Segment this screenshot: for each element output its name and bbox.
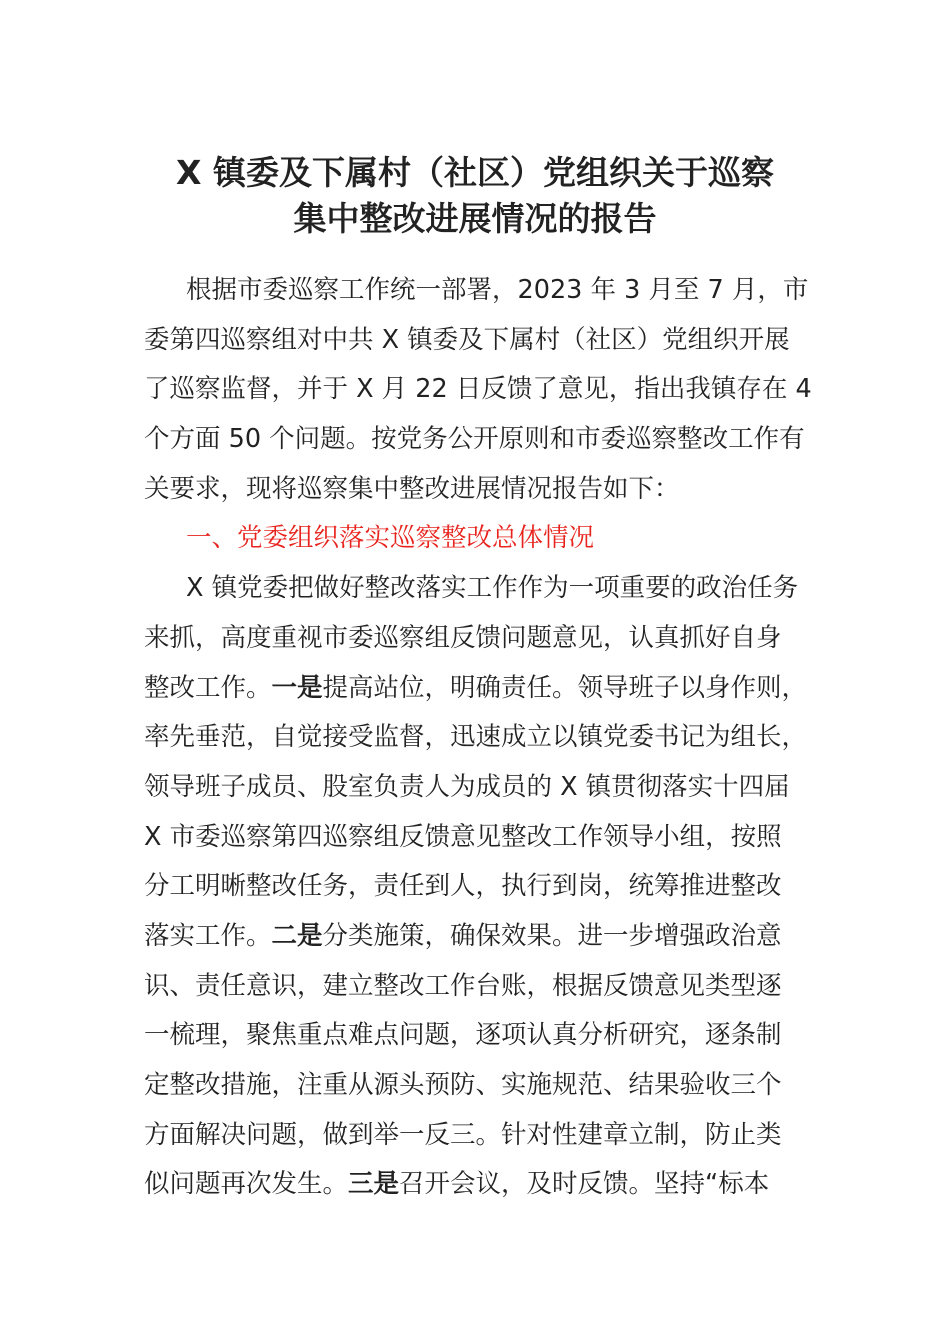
paragraph2-line-4: 率先垂范，自觉接受监督，迅速成立以镇党委书记为组长， [144,722,808,753]
text-run: 落实工作。 [144,920,272,951]
paragraph2-line-6: X 市委巡察第四巡察组反馈意见整改工作领导小组，按照 [144,821,782,852]
text-run: 分类施策，确保效果。进一步增强政治意 [322,920,782,951]
title-line-2: 集中整改进展情况的报告 [293,199,657,238]
paragraph1-line-3: 了巡察监督，并于 X 月 22 日反馈了意见，指出我镇存在 4 [144,374,812,405]
text-run: 提高站位，明确责任。领导班子以身作则， [322,672,808,703]
text-run: 召开会议，及时反馈。坚持“标本 [399,1169,770,1200]
paragraph1-line-4: 个方面 50 个问题。按党务公开原则和市委巡察整改工作有 [144,424,805,455]
title-line-1: X 镇委及下属村（社区）党组织关于巡察 [176,153,774,192]
section1-heading: 一、党委组织落实巡察整改总体情况 [186,523,595,554]
text-run: 整改工作。 [144,672,272,703]
paragraph1-line-2: 委第四巡察组对中共 X 镇委及下属村（社区）党组织开展 [144,324,790,355]
paragraph1-line-1: 根据市委巡察工作统一部署，2023 年 3 月至 7 月，市 [186,275,809,305]
document-body [144,266,824,1210]
paragraph2-line-2: 来抓，高度重视市委巡察组反馈问题意见，认真抓好自身 [144,622,782,653]
paragraph2-line-3 [144,664,824,714]
paragraph2-line-5: 领导班子成员、股室负责人为成员的 X 镇贯彻落实十四届 [144,771,790,802]
bold-marker-three: 三是 [348,1169,400,1200]
paragraph2-line-8 [144,912,824,962]
paragraph2-line-1: X 镇党委把做好整改落实工作作为一项重要的政治任务 [186,573,799,604]
text-run: 似问题再次发生。 [144,1169,349,1200]
paragraph2-line-11: 定整改措施，注重从源头预防、实施规范、结果验收三个 [144,1070,782,1100]
bold-marker-one: 一是 [271,672,323,703]
paragraph2-line-10: 一梳理，聚焦重点难点问题，逐项认真分析研究，逐条制 [144,1020,782,1051]
paragraph1-line-5: 关要求，现将巡察集中整改进展情况报告如下： [144,473,680,504]
paragraph2-line-9: 识、责任意识，建立整改工作台账，根据反馈意见类型逐 [144,970,782,1001]
paragraph2-line-13 [144,1160,824,1210]
document-title [130,150,820,242]
bold-marker-two: 二是 [271,920,323,951]
paragraph2-line-7: 分工明晰整改任务，责任到人，执行到岗，统筹推进整改 [144,871,782,902]
paragraph2-line-12: 方面解决问题，做到举一反三。针对性建章立制，防止类 [144,1119,782,1150]
